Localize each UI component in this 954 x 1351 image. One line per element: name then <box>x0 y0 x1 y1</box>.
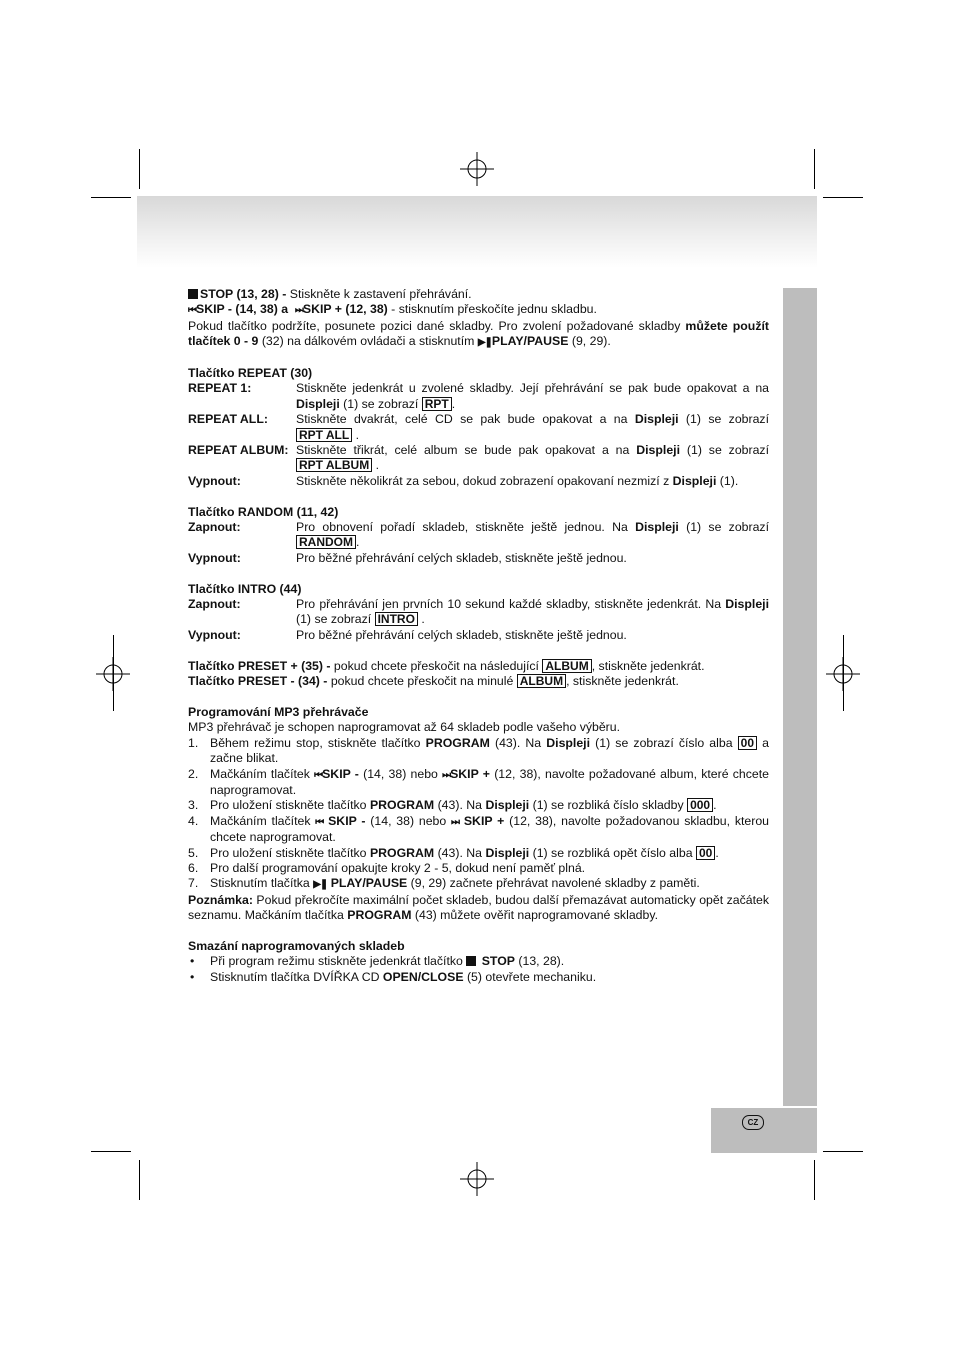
crop-mark <box>814 149 815 189</box>
side-guide-line <box>113 635 114 711</box>
random-on-row: Zapnout: Pro obnovení pořadí skladeb, stiskněte ještě jednou. Na Displeji (1) se zobrazí RANDOM . <box>188 520 769 550</box>
intro-heading: Tlačítko INTRO (44) <box>188 581 302 596</box>
display-00-box: 00 <box>696 846 715 860</box>
program-step: 5. Pro uložení stiskněte tlačítko PROGRAM (43). Na Displeji (1) se rozbliká opět číslo alba 00 . <box>188 845 719 860</box>
delete-heading: Smazání naprogramovaných skladeb <box>188 938 405 953</box>
side-guide-line <box>843 635 844 711</box>
play-pause-icon: ▶❚ <box>477 337 492 349</box>
crop-mark <box>139 1160 140 1200</box>
language-tab <box>711 1108 817 1153</box>
display-rpt-album-box: RPT ALBUM <box>296 458 372 472</box>
program-step: 1. Během režimu stop, stiskněte tlačítko PROGRAM (43). Na Displeji (1) se zobrazí číslo alba 00 a začne blikat. <box>188 735 769 766</box>
crop-mark <box>823 197 863 198</box>
language-badge: CZ <box>742 1115 764 1130</box>
skip-back-icon: ⏮ <box>314 769 323 781</box>
program-step: 3. Pro uložení stiskněte tlačítko PROGRAM (43). Na Displeji (1) se rozbliká číslo skladby 000 . <box>188 798 717 813</box>
delete-item: • Stisknutím tlačítka DVÍŘKA CD OPEN/CLOSE (5) otevřete mechaniku. <box>190 969 597 984</box>
skip-forward-icon: ⏭ <box>451 816 460 828</box>
display-rpt-box: RPT <box>422 397 452 411</box>
repeat-all-row: REPEAT ALL: Stiskněte dvakrát, celé CD se pak bude opakovat a na Displeji (1) se zobrazí RPT ALL . <box>188 412 769 442</box>
display-rpt-all-box: RPT ALL <box>296 428 352 442</box>
repeat-heading: Tlačítko REPEAT (30) <box>188 366 313 381</box>
crop-mark <box>91 1151 131 1152</box>
display-album-box: ALBUM <box>517 674 566 688</box>
crop-mark <box>139 149 140 189</box>
program-step: 6. Pro další programování opakujte kroky 2 - 5, dokud není paměť plná. <box>188 860 586 875</box>
program-heading: Programování MP3 přehrávače <box>188 704 369 719</box>
crop-mark <box>91 197 131 198</box>
delete-item: • Při program režimu stiskněte jedenkrát tlačítko STOP (13, 28). <box>190 954 565 969</box>
registration-mark-icon <box>460 152 494 186</box>
program-step: 7. Stisknutím tlačítka ▶❚ PLAY/PAUSE (9, 29) začnete přehrávat navolené skladby z paměti. <box>188 876 700 891</box>
intro-on-row: Zapnout: Pro přehrávání jen prvních 10 sekund každé skladby, stiskněte jedenkrát. Na Displeji (1) se zobrazí INTRO . <box>188 597 769 627</box>
play-pause-icon: ▶❚ <box>313 879 328 891</box>
skip-back-icon: ⏮ <box>188 305 196 317</box>
repeat-album-row: REPEAT ALBUM: Stiskněte třikrát, celé album se bude pak opakovat a na Displeji (1) se zobrazí RPT ALBUM . <box>188 443 769 473</box>
random-off-row: Vypnout: Pro běžné přehrávání celých skladeb, stiskněte ještě jednou. <box>188 550 627 565</box>
program-step: 4. Mačkáním tlačítek ⏮ SKIP - (14, 38) nebo ⏭ SKIP + (12, 38), navolte požadovanou skladbu, kterou chcete naprogramovat. <box>188 813 770 845</box>
display-album-box: ALBUM <box>542 659 591 673</box>
program-step: 2. Mačkáním tlačítek ⏮SKIP - (14, 38) nebo ⏭SKIP + (12, 38), navolte požadované album, které chcete naprogramovat. <box>188 766 770 797</box>
crop-mark <box>823 1151 863 1152</box>
program-note: Poznámka: Pokud překročíte maximální počet skladeb, budou další přemazávat automaticky opět začátek seznamu. Mačkáním tlačítka PROGRAM (43) můžete ověřit naprogramované skladby. <box>188 892 769 923</box>
stop-icon <box>466 956 476 966</box>
intro-off-row: Vypnout: Pro běžné přehrávání celých skladeb, stiskněte ještě jednou. <box>188 627 627 642</box>
skip-forward-icon: ⏭ <box>442 769 451 781</box>
display-000-box: 000 <box>687 798 713 812</box>
display-intro-box: INTRO <box>375 612 418 626</box>
stop-paragraph: STOP (13, 28) - Stiskněte k zastavení přehrávání. <box>188 287 769 302</box>
skip-paragraph: ⏮SKIP - (14, 38) a ⏭SKIP + (12, 38) - stisknutím přeskočíte jednu skladbu. <box>188 302 597 317</box>
program-intro: MP3 přehrávač je schopen naprogramovat až 64 skladeb podle vašeho výběru. <box>188 720 621 735</box>
skip-detail: Pokud tlačítko podržíte, posunete pozici dané skladby. Pro zvolení požadované skladby můžete použít tlačítek 0 - 9 (32) na dálkovém ovládači a stisknutím ▶❚PLAY/PAUSE (9, 29). <box>188 318 769 349</box>
display-00-box: 00 <box>738 736 757 750</box>
preset-plus: Tlačítko PRESET + (35) - pokud chcete přeskočit na následující ALBUM , stiskněte jedenkrát. <box>188 658 705 673</box>
header-band <box>137 196 817 268</box>
stop-icon <box>188 289 198 299</box>
skip-forward-icon: ⏭ <box>294 305 303 317</box>
display-random-box: RANDOM <box>296 535 356 549</box>
repeat-off-row: Vypnout: Stiskněte několikrát za sebou, dokud zobrazení opakovaní nezmizí z Displeji (1). <box>188 473 739 488</box>
registration-mark-icon <box>460 1162 494 1196</box>
random-heading: Tlačítko RANDOM (11, 42) <box>188 504 339 519</box>
skip-back-icon: ⏮ <box>315 816 324 828</box>
manual-content <box>188 287 769 985</box>
repeat-1-row: REPEAT 1: Stiskněte jedenkrát u zvolené skladby. Její přehrávání se pak bude opakovat a na Displeji (1) se zobrazí RPT . <box>188 381 769 411</box>
side-tab <box>783 288 817 1106</box>
crop-mark <box>814 1160 815 1200</box>
preset-minus: Tlačítko PRESET - (34) - pokud chcete přeskočit na minulé ALBUM , stiskněte jedenkrát. <box>188 674 679 689</box>
